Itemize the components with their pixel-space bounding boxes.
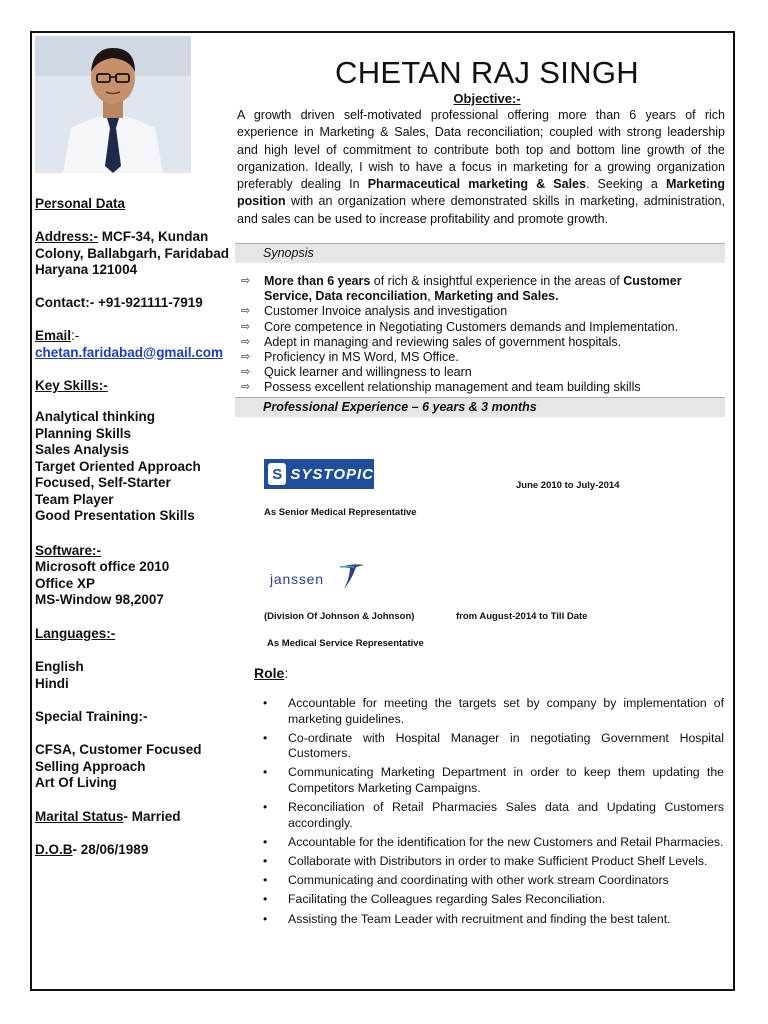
role-item: • Assisting the Team Leader with recruitment and finding the best talent.: [263, 911, 671, 926]
bullet-icon: •: [263, 911, 268, 926]
special-training-heading: Special Training:-: [35, 709, 148, 724]
role-item: • Accountable for meeting the targets set by company by implementation of marketing guidelines.: [263, 696, 724, 726]
experience-band: [235, 397, 725, 417]
synopsis-heading: Synopsis: [263, 246, 314, 260]
software-item: Office XP: [35, 575, 96, 591]
experience-heading: Professional Experience – 6 years & 3 months: [263, 400, 537, 414]
synopsis-item: ⇨ Possess excellent relationship management and team building skills: [241, 380, 641, 395]
arrow-right-icon: ⇨: [241, 275, 251, 287]
key-skill-item: Good Presentation Skills: [35, 508, 195, 523]
bullet-icon: •: [263, 696, 268, 710]
role-item: • Accountable for the identification for the new Customers and Retail Pharmacies.: [263, 834, 724, 849]
person-portrait-icon: [35, 36, 191, 173]
key-skill-item: Analytical thinking: [35, 409, 156, 424]
bullet-icon: •: [263, 873, 268, 888]
address-block: [35, 229, 235, 279]
systopic-badge-icon: S: [268, 463, 286, 485]
arrow-right-icon: ⇨: [241, 320, 251, 333]
profile-photo: [35, 36, 191, 173]
bullet-icon: •: [263, 834, 268, 849]
synopsis-item: ⇨ Adept in managing and reviewing sales of government hospitals.: [241, 334, 622, 349]
role-list: [254, 696, 724, 931]
languages-heading: Languages:-: [35, 626, 116, 641]
address-value: MCF-34, Kundan Colony, Ballabgarh, Faridabad Haryana 121004: [35, 229, 230, 277]
software-item: MS-Window 98,2007: [35, 592, 164, 607]
janssen-logo-text: janssen: [270, 571, 324, 587]
software-heading: Software:-: [35, 543, 102, 558]
role-item: • Communicating and coordinating with other work stream Coordinators: [263, 873, 669, 888]
job2-dates: from August-2014 to Till Date: [456, 611, 588, 622]
arrow-right-icon: ⇨: [241, 366, 251, 379]
language-item: Hindi: [35, 675, 69, 691]
marital-status: Marital Status- Married: [35, 809, 181, 824]
synopsis-band: [235, 243, 725, 263]
key-skill-item: Sales Analysis: [35, 442, 130, 457]
role-item: • Co-ordinate with Hospital Manager in negotiating Government Hospital Customers.: [263, 730, 724, 761]
job2-title: As Medical Service Representative: [267, 638, 424, 649]
role-item: • Facilitating the Colleagues regarding Sales Reconciliation.: [263, 892, 606, 907]
role-item: • Collaborate with Distributors in order to make Sufficient Product Shelf Levels.: [263, 853, 708, 868]
synopsis-item: ⇨ Core competence in Negotiating Customers demands and Implementation.: [241, 319, 679, 334]
synopsis-item: ⇨ More than 6 years of rich & insightful experience in the areas of Customer Service, Data reconciliation, Marketing and Sales.: [241, 274, 682, 304]
candidate-name: CHETAN RAJ SINGH: [335, 55, 639, 90]
languages-list: [35, 659, 235, 692]
language-item: English: [35, 659, 84, 674]
arrow-right-icon: ⇨: [241, 305, 251, 318]
key-skill-item: Planning Skills: [35, 425, 132, 441]
arrow-right-icon: ⇨: [241, 381, 251, 394]
key-skill-item: Target Oriented Approach: [35, 458, 201, 474]
key-skills-heading: Key Skills:-: [35, 378, 108, 393]
synopsis-item: ⇨ Quick learner and willingness to learn: [241, 365, 472, 380]
role-item: • Communicating Marketing Department in order to keep them updating the Competitors Marketing Campaigns.: [263, 765, 724, 795]
personal-data-heading: Personal Data: [35, 196, 126, 211]
address-label: Address:-: [35, 229, 99, 244]
email-block: [35, 328, 235, 361]
key-skill-item: Team Player: [35, 491, 114, 507]
software-item: Microsoft office 2010: [35, 559, 170, 574]
role-item: • Reconciliation of Retail Pharmacies Sales data and Updating Customers accordingly.: [263, 800, 724, 830]
synopsis-list: [237, 274, 723, 396]
janssen-swoosh-icon: [336, 563, 366, 591]
janssen-logo: [268, 563, 378, 593]
arrow-right-icon: ⇨: [241, 335, 251, 348]
resume-page: [30, 31, 735, 991]
job1-title: As Senior Medical Representative: [264, 507, 417, 518]
key-skills-list: [35, 409, 235, 525]
email-label-suffix: :-: [71, 328, 80, 343]
synopsis-item: ⇨ Customer Invoice analysis and investigation: [241, 304, 508, 319]
synopsis-item: ⇨ Proficiency in MS Word, MS Office.: [241, 350, 459, 365]
arrow-right-icon: ⇨: [241, 351, 251, 364]
bullet-icon: •: [263, 892, 268, 907]
systopic-logo-text: SYSTOPIC: [290, 465, 374, 483]
bullet-icon: •: [263, 853, 268, 868]
bullet-icon: •: [263, 730, 268, 745]
training-item: Art Of Living: [35, 775, 117, 790]
software-list: [35, 559, 235, 609]
email-link[interactable]: chetan.faridabad@gmail.com: [35, 344, 223, 360]
job1-dates: June 2010 to July-2014: [516, 480, 620, 491]
special-training-list: [35, 742, 210, 792]
bullet-icon: •: [263, 765, 268, 780]
key-skill-item: Focused, Self-Starter: [35, 475, 171, 490]
bullet-icon: •: [263, 800, 268, 815]
job2-division: (Division Of Johnson & Johnson): [264, 611, 415, 622]
systopic-logo: [264, 459, 374, 489]
contact-line: Contact:- +91-921111-7919: [35, 295, 203, 310]
objective-heading: Objective:-: [453, 91, 521, 106]
email-label: Email: [35, 328, 72, 343]
role-heading: Role:: [254, 665, 289, 681]
training-item: CFSA, Customer Focused Selling Approach: [35, 742, 202, 774]
date-of-birth: D.O.B- 28/06/1989: [35, 842, 149, 857]
objective-text: A growth driven self-motivated professional offering more than 6 years of rich experience in Marketing & Sales, Data reconciliation; coupled with strong leadership and high level of commitment to contribute both top and bottom line growth of the organization. Ideally, I wish to have a focus in marketing for a growing organization preferably dealing In Pharmaceutical marketing & Sales. Seeking a Marketing position with an organization where demonstrated skills in marketing, administration, and sales can be used to increase profitability and promote growth.: [237, 108, 725, 226]
